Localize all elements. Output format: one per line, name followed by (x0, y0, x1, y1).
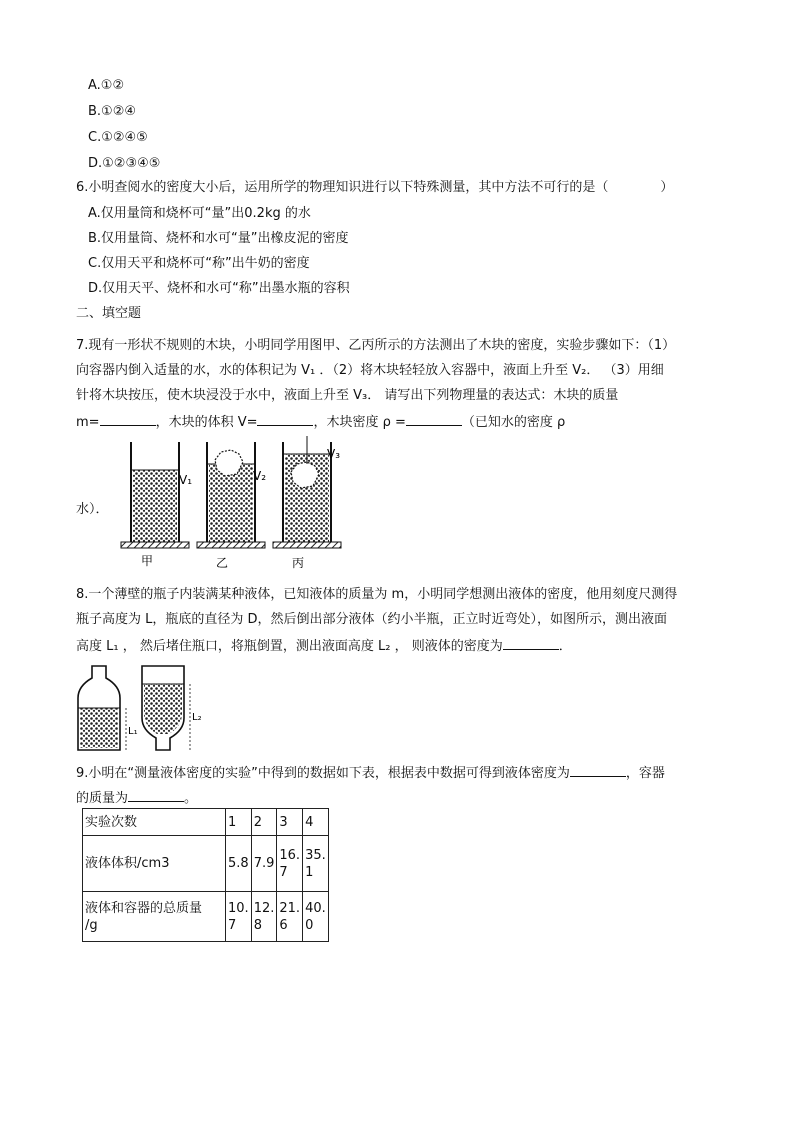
q9-line2-end: 。 (184, 791, 198, 806)
inverted-bottle (142, 666, 202, 750)
table-row (83, 836, 329, 892)
q7-line5: 水）． (76, 502, 109, 517)
table-header-cell: 1 (226, 809, 252, 836)
label-yi: 乙 (216, 556, 229, 570)
cylinder-a (121, 442, 189, 548)
q6-option-d: D.仅用天平、烧杯和水可“称”出墨水瓶的容积 (88, 281, 350, 296)
table-cell (251, 836, 277, 892)
table-header-cell: 2 (251, 809, 277, 836)
q8-line3-text: 高度 L₁ ， 然后堵住瓶口，将瓶倒置，测出液面高度 L₂ ， 则液体的密度为 (76, 639, 503, 654)
label-jia: 甲 (141, 554, 154, 568)
cell-text: 6 (279, 917, 288, 933)
table-row (83, 892, 329, 942)
table-cell (277, 892, 303, 942)
q7-mass-blank[interactable] (100, 412, 156, 426)
cell-text: 5.8 (228, 856, 249, 871)
row-label-text: 液体体积/cm3 (85, 856, 170, 871)
table-row-label (83, 836, 226, 892)
row-label-text: 液体和容器的总质量 (85, 900, 203, 916)
q7-volume-blank[interactable] (257, 412, 313, 426)
cell-text: 10. (228, 900, 249, 916)
q8-figure (70, 662, 220, 754)
q9-mass-blank[interactable] (128, 788, 184, 802)
q7-water-density-note: （已知水的密度 ρ (461, 415, 566, 430)
label-v3: V₃ (327, 447, 341, 461)
upright-bottle (78, 666, 138, 750)
label-l2: L₂ (192, 712, 202, 723)
table-cell (277, 836, 303, 892)
q9-line1 (76, 763, 665, 783)
table-cell (226, 892, 252, 942)
q5-option-b: B.①②④ (88, 104, 137, 119)
q7-line3: 针将木块按压，使木块浸没于水中，液面上升至 V₃． 请写出下列物理量的表达式：木块的质量 (76, 388, 619, 403)
cell-text: 16. (279, 847, 301, 863)
q9-line2 (76, 788, 197, 808)
q7-volume-label: ，木块的体积 V= (155, 415, 258, 430)
q8-line3-end: ． (558, 639, 572, 654)
cell-text: 7 (228, 917, 237, 933)
q5-option-a: A.①② (88, 78, 125, 93)
cell-text: 7 (279, 864, 288, 880)
table-header-row (83, 809, 329, 836)
table-header-cell: 4 (303, 809, 329, 836)
cell-text: 12. (253, 900, 275, 916)
q6-option-b: B.仅用量筒、烧杯和水可“量”出橡皮泥的密度 (88, 231, 349, 246)
q6-option-c: C.仅用天平和烧杯可“称”出牛奶的密度 (88, 256, 310, 271)
cell-text: 35. (305, 847, 326, 863)
row-label-text: /g (85, 917, 98, 933)
q5-option-d: D.①②③④⑤ (88, 156, 161, 171)
cell-text: 7.9 (253, 856, 275, 871)
cell-text: 21. (279, 900, 301, 916)
table-cell (303, 892, 329, 942)
label-bing: 丙 (292, 556, 305, 570)
q7-line4 (76, 412, 565, 432)
cell-text: 40. (305, 900, 326, 916)
q6-option-a: A.仅用量筒和烧杯可“量”出0.2kg 的水 (88, 206, 311, 221)
q6-stem: 6.小明查阅水的密度大小后，运用所学的物理知识进行以下特殊测量，其中方法不可行的是（ ） (76, 180, 674, 195)
q8-line3 (76, 636, 572, 656)
q8-density-blank[interactable] (503, 636, 559, 650)
label-v1: V₁ (179, 473, 193, 487)
q7-line2: 向容器内倒入适量的水，水的体积记为 V₁ ．（2）将木块轻轻放入容器中，液面上升至 V₂． （3）用细 (76, 363, 664, 378)
q9-data-table (82, 808, 329, 942)
q9-density-blank[interactable] (570, 763, 626, 777)
q8-line2: 瓶子高度为 L，瓶底的直径为 D，然后倒出部分液体（约小半瓶，正立时近弯处），如图所示，测出液面 (76, 612, 668, 627)
table-cell (251, 892, 277, 942)
cylinder-b (197, 442, 265, 548)
q5-option-c: C.①②④⑤ (88, 130, 148, 145)
cell-text: 0 (305, 917, 314, 933)
q8-line1: 8.一个薄壁的瓶子内装满某种液体，已知液体的质量为 m，小明同学想测出液体的密度，他用刻度尺测得 (76, 587, 678, 602)
q7-mass-label: m= (76, 415, 100, 430)
table-header-cell: 实验次数 (83, 809, 226, 836)
cell-text: 1 (305, 864, 314, 880)
label-l1: L₁ (128, 726, 138, 737)
table-header-cell: 3 (277, 809, 303, 836)
section-title-fill-blank: 二、填空题 (76, 306, 142, 321)
q7-density-blank[interactable] (406, 412, 462, 426)
table-cell (226, 836, 252, 892)
label-v2: V₂ (253, 469, 267, 483)
q7-density-label: ，木块密度 ρ = (313, 415, 406, 430)
q7-line1: 7.现有一形状不规则的木块，小明同学用图甲、乙丙所示的方法测出了木块的密度，实验步骤如下：（1） (76, 338, 676, 353)
q9-line2-text: 的质量为 (76, 791, 129, 806)
q9-line1-text: 9.小明在“测量液体密度的实验”中得到的数据如下表，根据表中数据可得到液体密度为 (76, 766, 570, 781)
q9-line1-end: ，容器 (625, 766, 665, 781)
table-row-label (83, 892, 226, 942)
table-cell (303, 836, 329, 892)
cell-text: 8 (253, 917, 262, 933)
q7-figure (115, 432, 355, 572)
